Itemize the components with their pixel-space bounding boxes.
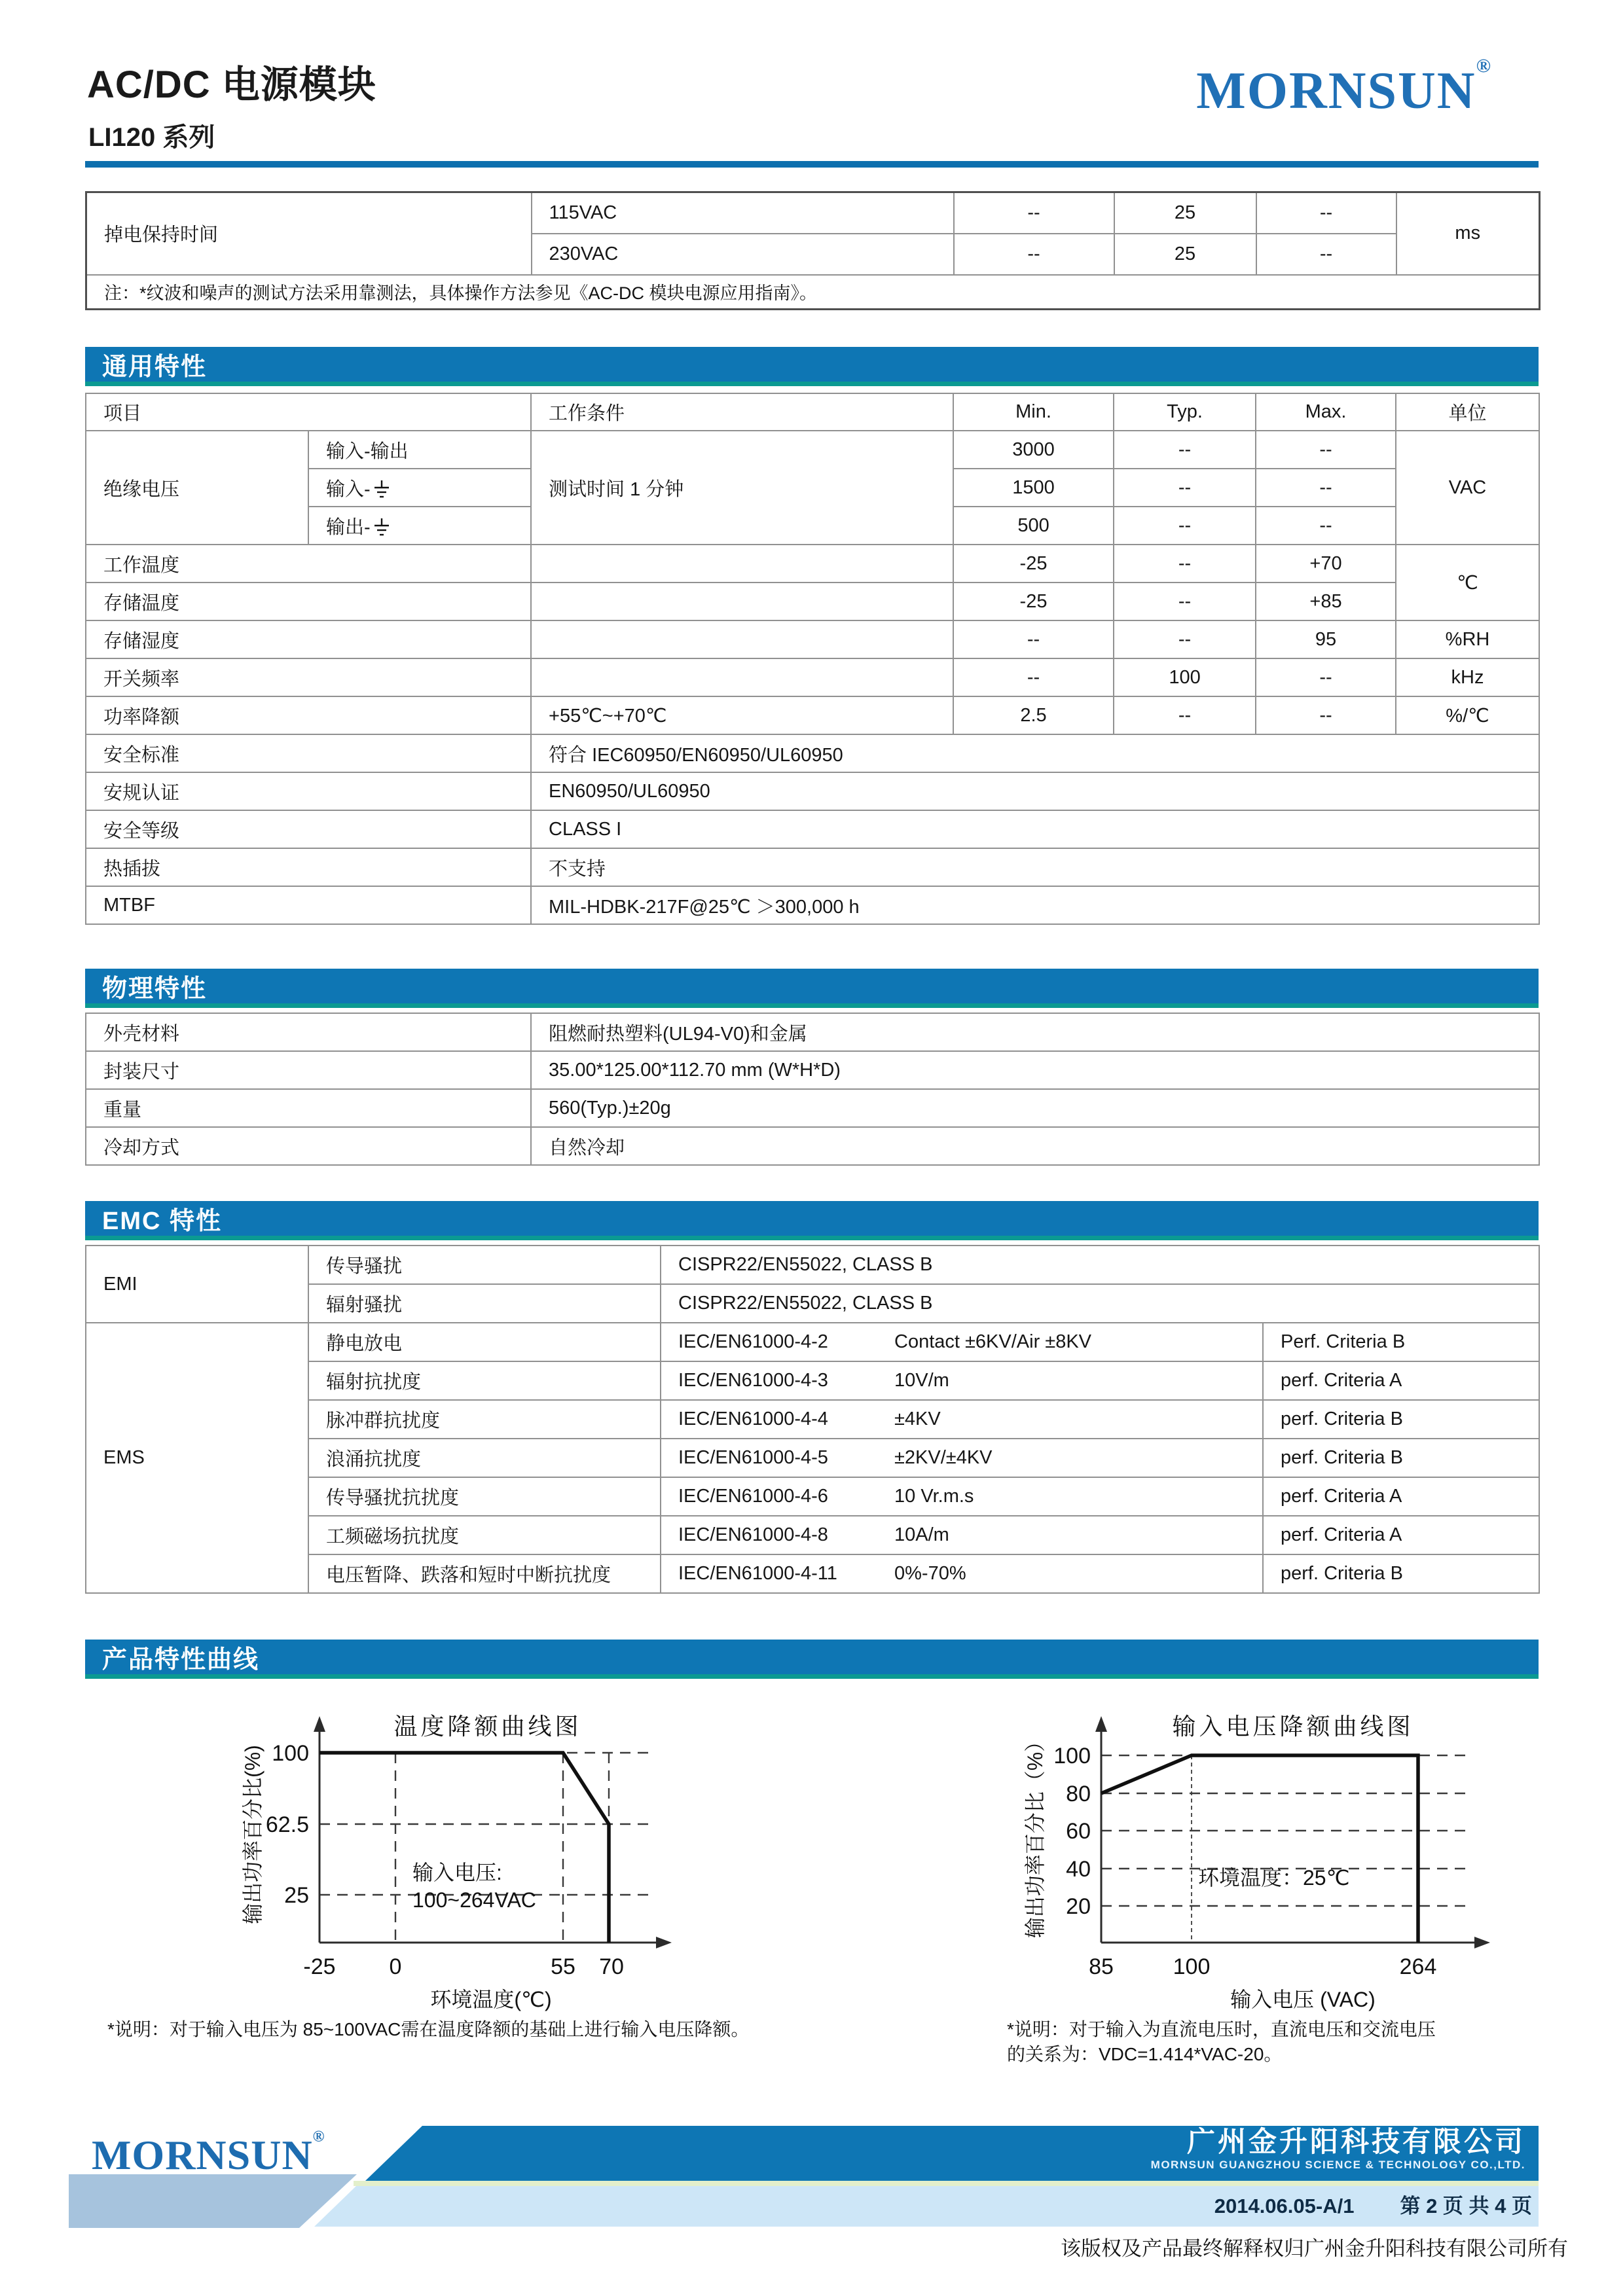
cell-min: -- [953, 620, 1114, 658]
cell-criteria: perf. Criteria B [1263, 1439, 1539, 1477]
company-name-en: MORNSUN GUANGZHOU SCIENCE & TECHNOLOGY CO.,LTD. [1150, 2159, 1525, 2171]
item-op-temp: 工作温度 [86, 545, 531, 583]
holdup-max: -- [1256, 234, 1396, 275]
cell-max: +85 [1256, 583, 1396, 620]
cell-standard [661, 1516, 1263, 1554]
cell-typ: -- [1114, 620, 1256, 658]
y-tick: 80 [1066, 1782, 1091, 1806]
table-header-row [86, 393, 1539, 431]
col-header-max: Max. [1256, 393, 1396, 431]
standard-code: IEC/EN61000-4-2 [678, 1331, 828, 1352]
cell-max: -- [1256, 431, 1396, 469]
insulation-sub-output-earth [308, 507, 531, 545]
item-magnetic-field-immunity: 工频磁场抗扰度 [308, 1516, 661, 1554]
cell-unit: kHz [1396, 658, 1539, 696]
item-conducted-immunity: 传导骚扰抗扰度 [308, 1477, 661, 1516]
item-radiated-emission: 辐射骚扰 [308, 1284, 661, 1323]
footer-separator [354, 2181, 1539, 2186]
y-tick: 62.5 [265, 1812, 309, 1837]
header-divider [85, 161, 1539, 168]
standard-code: IEC/EN61000-4-8 [678, 1524, 828, 1545]
company-name-zh: 广州金升阳科技有限公司 [1187, 2126, 1525, 2158]
item-mtbf: MTBF [86, 886, 531, 924]
holdup-max: -- [1256, 192, 1396, 234]
section-title-curves: 产品特性曲线 [85, 1640, 1539, 1679]
cell-min: -25 [953, 583, 1114, 620]
standard-code: IEC/EN61000-4-3 [678, 1370, 828, 1391]
col-header-condition: 工作条件 [531, 393, 953, 431]
holdup-cond-115: 115VAC [532, 192, 954, 234]
ripple-note: 注：*纹波和噪声的测试方法采用靠测法，具体操作方法参见《AC-DC 模块电源应用指南》。 [86, 275, 1540, 310]
brand-wordmark: MORNSUN [92, 2132, 313, 2178]
chart-title: 输入电压降额曲线图 [1172, 1713, 1414, 1740]
cell-min: 3000 [953, 431, 1114, 469]
item-case-material: 外壳材料 [86, 1013, 531, 1051]
holdup-min: -- [954, 192, 1114, 234]
table-row [86, 583, 1539, 620]
standard-code: IEC/EN61000-4-6 [678, 1486, 828, 1507]
cell-standard [661, 1477, 1263, 1516]
item-surge: 浪涌抗扰度 [308, 1439, 661, 1477]
item-hot-swap: 热插拔 [86, 848, 531, 886]
table-row [86, 1089, 1539, 1127]
physical-characteristics-table [85, 1013, 1540, 1166]
cell-min: -25 [953, 545, 1114, 583]
emi-group-label: EMI [86, 1246, 308, 1323]
cell-typ: -- [1114, 545, 1256, 583]
cell-value: 35.00*125.00*112.70 mm (W*H*D) [531, 1051, 1539, 1089]
x-tick: 0 [389, 1954, 402, 1979]
item-cooling: 冷却方式 [86, 1127, 531, 1165]
y-tick: 100 [1053, 1744, 1091, 1768]
item-power-derating: 功率降额 [86, 696, 531, 734]
holdup-typ: 25 [1114, 234, 1256, 275]
temp-unit: ℃ [1396, 545, 1539, 620]
col-header-unit: 单位 [1396, 393, 1539, 431]
standard-value: ±2KV/±4KV [894, 1447, 993, 1468]
table-row [86, 1246, 1539, 1284]
standard-code: IEC/EN61000-4-11 [678, 1563, 837, 1584]
item-radiated-immunity: 辐射抗扰度 [308, 1361, 661, 1400]
registered-mark-icon: ® [312, 2128, 325, 2145]
table-row [86, 1127, 1539, 1165]
emc-table [85, 1245, 1540, 1594]
holdup-unit: ms [1396, 192, 1540, 275]
earth-ground-icon [373, 518, 390, 537]
standard-code: IEC/EN61000-4-4 [678, 1408, 828, 1429]
table-row [86, 658, 1539, 696]
table-row [86, 192, 1540, 234]
item-switching-frequency: 开关频率 [86, 658, 531, 696]
cell-cond: +55℃~+70℃ [531, 696, 953, 734]
doc-revision-line [0, 2186, 1532, 2227]
cell-standard [661, 1323, 1263, 1361]
input-voltage-derating-chart [917, 1694, 1623, 2070]
item-storage-humidity: 存储湿度 [86, 620, 531, 658]
insulation-label: 绝缘电压 [86, 431, 308, 545]
x-tick: -25 [303, 1954, 336, 1979]
cell-criteria: perf. Criteria A [1263, 1477, 1539, 1516]
holdup-min: -- [954, 234, 1114, 275]
x-axis-label: 环境温度(℃) [430, 1988, 552, 2011]
item-safety-class: 安全等级 [86, 810, 531, 848]
cell-min: 500 [953, 507, 1114, 545]
holdup-time-table [85, 191, 1541, 310]
cell-standard [661, 1554, 1263, 1593]
insulation-sub-label: 输出- [326, 516, 371, 538]
table-row [86, 848, 1539, 886]
cell-standard [661, 1439, 1263, 1477]
standard-value: 10A/m [894, 1524, 949, 1545]
chart-annotation: 输入电压: [412, 1861, 502, 1884]
col-header-typ: Typ. [1114, 393, 1256, 431]
cell-min: 1500 [953, 469, 1114, 507]
earth-ground-icon [373, 480, 390, 499]
item-conducted-emission: 传导骚扰 [308, 1246, 661, 1284]
temperature-derating-chart [98, 1694, 792, 2070]
cell-standard [661, 1400, 1263, 1439]
x-tick: 264 [1399, 1954, 1437, 1979]
chart-note: 的关系为：VDC=1.414*VAC-20。 [1007, 2044, 1283, 2064]
cell-typ: 100 [1114, 658, 1256, 696]
cell-criteria: perf. Criteria A [1263, 1361, 1539, 1400]
cell-max: -- [1256, 658, 1396, 696]
y-tick: 40 [1066, 1857, 1091, 1882]
series-subtitle: LI120 系列 [88, 123, 215, 152]
x-axis-arrow-icon [656, 1937, 672, 1948]
table-row [86, 1323, 1539, 1361]
holdup-cond-230: 230VAC [532, 234, 954, 275]
cell-cond [531, 545, 953, 583]
y-tick: 60 [1066, 1819, 1091, 1844]
cell-unit: %/℃ [1396, 696, 1539, 734]
chart-annotation: 环境温度：25℃ [1198, 1866, 1350, 1890]
table-row [86, 886, 1539, 924]
y-axis-arrow-icon [314, 1716, 325, 1732]
table-row [86, 620, 1539, 658]
section-title-physical: 物理特性 [85, 969, 1539, 1008]
cell-cond [531, 583, 953, 620]
standard-value: 10V/m [894, 1370, 949, 1391]
item-package-size: 封装尺寸 [86, 1051, 531, 1089]
cell-max: +70 [1256, 545, 1396, 583]
table-row [86, 696, 1539, 734]
standard-code: IEC/EN61000-4-5 [678, 1447, 828, 1468]
table-row [86, 810, 1539, 848]
cell-typ: -- [1114, 507, 1256, 545]
x-tick: 100 [1173, 1954, 1211, 1979]
cell-value: CISPR22/EN55022, CLASS B [661, 1284, 1539, 1323]
holdup-label: 掉电保持时间 [86, 192, 532, 275]
general-characteristics-table [85, 393, 1540, 925]
cell-cond [531, 620, 953, 658]
cell-max: -- [1256, 696, 1396, 734]
insulation-sub-io: 输入-输出 [308, 431, 531, 469]
cell-unit: %RH [1396, 620, 1539, 658]
ems-group-label: EMS [86, 1323, 308, 1593]
cell-value: 符合 IEC60950/EN60950/UL60950 [531, 734, 1539, 772]
cell-max: 95 [1256, 620, 1396, 658]
y-axis-label: 输出功率百分比（%） [1023, 1731, 1047, 1939]
y-tick: 20 [1066, 1894, 1091, 1919]
y-axis-label: 输出功率百分比(%) [241, 1745, 264, 1924]
item-esd: 静电放电 [308, 1323, 661, 1361]
standard-value: 10 Vr.m.s [894, 1486, 974, 1507]
insulation-sub-input-earth [308, 469, 531, 507]
cell-standard [661, 1361, 1263, 1400]
section-title-emc: EMC 特性 [85, 1201, 1539, 1240]
standard-value: ±4KV [894, 1408, 941, 1429]
table-row [86, 772, 1539, 810]
cell-criteria: perf. Criteria B [1263, 1400, 1539, 1439]
x-tick: 70 [599, 1954, 624, 1979]
chart-annotation: 100~264VAC [412, 1888, 536, 1912]
table-row [86, 1051, 1539, 1089]
cell-cond [531, 658, 953, 696]
x-axis-arrow-icon [1474, 1937, 1490, 1948]
registered-mark-icon: ® [1476, 55, 1492, 77]
item-voltage-dips: 电压暂降、跌落和短时中断抗扰度 [308, 1554, 661, 1593]
item-storage-temp: 存储温度 [86, 583, 531, 620]
insulation-condition: 测试时间 1 分钟 [531, 431, 953, 545]
company-name-block [0, 2126, 1525, 2172]
mornsun-logo [1196, 55, 1492, 121]
y-tick: 100 [272, 1741, 309, 1766]
cell-value: CLASS I [531, 810, 1539, 848]
table-row [86, 1013, 1539, 1051]
cell-typ: -- [1114, 583, 1256, 620]
cell-value: 不支持 [531, 848, 1539, 886]
item-weight: 重量 [86, 1089, 531, 1127]
table-row [86, 545, 1539, 583]
cell-value: 阻燃耐热塑料(UL94-V0)和金属 [531, 1013, 1539, 1051]
table-row [86, 734, 1539, 772]
brand-wordmark: MORNSUN [1196, 62, 1476, 120]
table-note-row [86, 275, 1540, 310]
cell-criteria: perf. Criteria B [1263, 1554, 1539, 1593]
derating-curve [1101, 1755, 1418, 1943]
standard-value: 0%-70% [894, 1563, 966, 1584]
col-header-min: Min. [953, 393, 1114, 431]
cell-max: -- [1256, 469, 1396, 507]
col-header-item: 项目 [86, 393, 531, 431]
item-safety-standard: 安全标准 [86, 734, 531, 772]
cell-typ: -- [1114, 431, 1256, 469]
cell-value: 自然冷却 [531, 1127, 1539, 1165]
x-axis-label: 输入电压 (VAC) [1230, 1988, 1376, 2011]
y-axis-arrow-icon [1095, 1716, 1107, 1732]
x-tick: 55 [551, 1954, 575, 1979]
holdup-typ: 25 [1114, 192, 1256, 234]
cell-criteria: Perf. Criteria B [1263, 1323, 1539, 1361]
derating-curve [319, 1753, 609, 1943]
item-eft: 脉冲群抗扰度 [308, 1400, 661, 1439]
y-tick: 25 [284, 1883, 309, 1908]
x-tick: 85 [1089, 1954, 1114, 1979]
page-indicator: 第 2 页 共 4 页 [1400, 2195, 1532, 2217]
cell-max: -- [1256, 507, 1396, 545]
cell-value: 560(Typ.)±20g [531, 1089, 1539, 1127]
chart-note: *说明：对于输入为直流电压时，直流电压和交流电压 [1007, 2019, 1436, 2039]
section-title-general: 通用特性 [85, 347, 1539, 386]
cell-typ: -- [1114, 696, 1256, 734]
cell-value: MIL-HDBK-217F@25℃ ＞300,000 h [531, 886, 1539, 924]
insulation-sub-label: 输入- [326, 478, 371, 500]
insulation-unit: VAC [1396, 431, 1539, 545]
copyright-line: 该版权及产品最终解释权归广州金升阳科技有限公司所有 [1061, 2237, 1568, 2260]
doc-revision: 2014.06.05-A/1 [1214, 2195, 1355, 2217]
item-safety-approval: 安规认证 [86, 772, 531, 810]
cell-value: EN60950/UL60950 [531, 772, 1539, 810]
cell-min: 2.5 [953, 696, 1114, 734]
chart-title: 温度降额曲线图 [393, 1713, 582, 1740]
cell-value: CISPR22/EN55022, CLASS B [661, 1246, 1539, 1284]
table-row [86, 431, 1539, 469]
page-title: AC/DC 电源模块 [87, 63, 376, 106]
standard-value: Contact ±6KV/Air ±8KV [894, 1331, 1092, 1352]
cell-min: -- [953, 658, 1114, 696]
chart-note: *说明：对于输入电压为 85~100VAC需在温度降额的基础上进行输入电压降额。 [107, 2019, 750, 2039]
cell-typ: -- [1114, 469, 1256, 507]
cell-criteria: perf. Criteria A [1263, 1516, 1539, 1554]
